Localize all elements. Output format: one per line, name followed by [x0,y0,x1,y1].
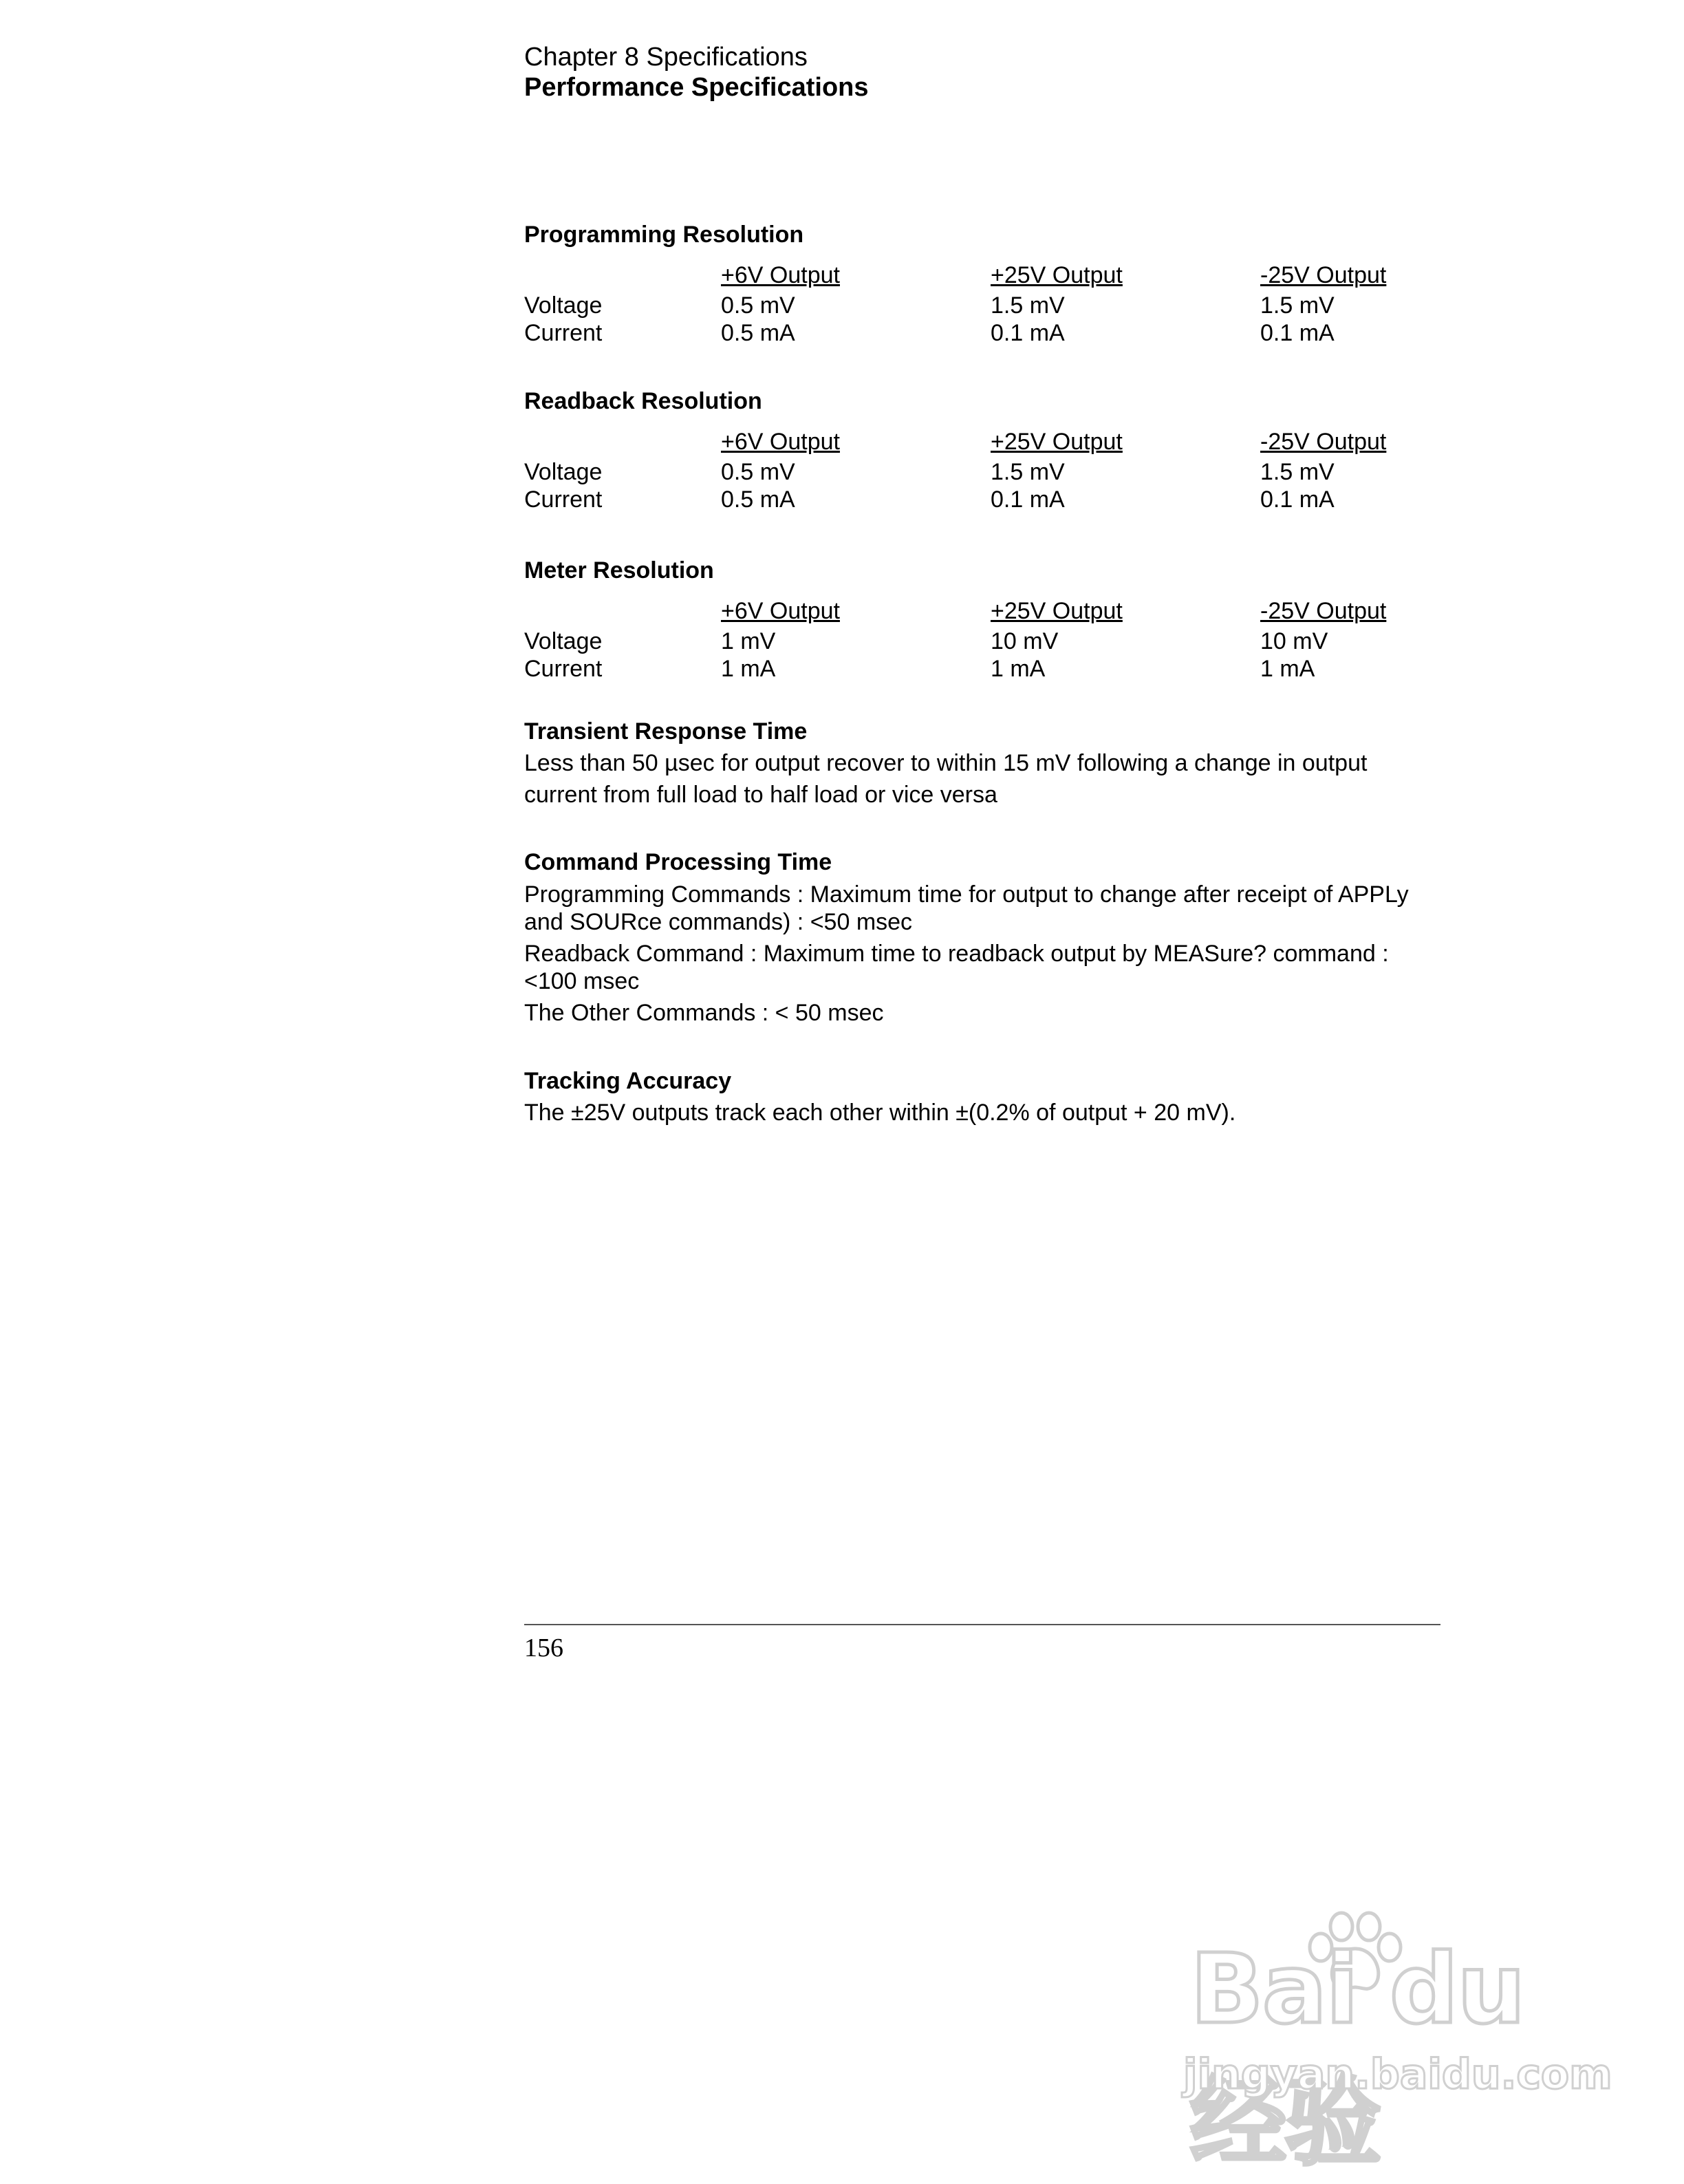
programming-resolution-section [524,220,1439,347]
row-label: Current [524,656,603,682]
section-heading: Command Processing Time [524,849,832,875]
table-cell: 0.5 mV [721,292,795,319]
table-header-row [524,597,1439,628]
watermark-brand: Bai du 经验 [1190,1934,1524,2179]
section-title: Performance Specifications [524,73,869,102]
table-cell: 0.1 mA [991,320,1065,346]
table-row [524,655,1439,683]
table-cell: 1 mA [721,656,776,682]
watermark [1169,1906,1612,2179]
table-cell: 0.5 mA [721,320,795,346]
spec-table [524,597,1439,683]
row-label: Voltage [524,292,603,319]
table-cell: 0.1 mA [991,486,1065,513]
row-label: Current [524,320,603,346]
column-header: -25V Output [1260,429,1387,455]
section-heading: Readback Resolution [524,388,762,414]
table-header-row [524,428,1439,458]
table-cell: 1.5 mV [1260,292,1335,319]
column-header: +25V Output [991,262,1123,288]
table-row [524,319,1439,347]
section-heading: Programming Resolution [524,222,804,248]
chapter-title: Chapter 8 Specifications [524,43,808,72]
column-header: +25V Output [991,429,1123,455]
column-header: +6V Output [721,429,840,455]
table-row [524,628,1439,655]
section-heading: Meter Resolution [524,557,714,584]
command-processing-section [524,848,1439,1027]
section-heading: Transient Response Time [524,718,808,745]
table-cell: 1.5 mV [991,459,1065,485]
transient-response-section [524,717,1439,811]
row-label: Current [524,486,603,513]
watermark-url: jingyan.baidu.com [1183,2051,1612,2099]
paragraph: Readback Command : Maximum time to readback output by MEASure? command : <100 msec [524,941,1389,994]
meter-resolution-section [524,556,1439,683]
table-cell: 10 mV [1260,628,1328,654]
footer-divider [524,1624,1440,1625]
tracking-accuracy-section [524,1067,1439,1128]
table-header-row [524,261,1439,292]
paragraph: Programming Commands : Maximum time for output to change after receipt of APPLy and SOURce commands) : <50 msec [524,881,1409,935]
table-cell: 1 mA [1260,656,1315,682]
table-cell: 0.5 mA [721,486,795,513]
table-cell: 10 mV [991,628,1059,654]
section-heading: Tracking Accuracy [524,1068,732,1094]
column-header: +25V Output [991,598,1123,624]
page-number: 156 [524,1634,563,1662]
column-header: -25V Output [1260,262,1387,288]
row-label: Voltage [524,628,603,654]
table-cell: 1 mV [721,628,776,654]
paragraph: The Other Commands : < 50 msec [524,1000,884,1026]
paragraph: The ±25V outputs track each other within ±(0.2% of output + 20 mV). [524,1100,1236,1126]
column-header: +6V Output [721,598,840,624]
table-cell: 0.1 mA [1260,486,1335,513]
table-cell: 1.5 mV [1260,459,1335,485]
table-cell: 1.5 mV [991,292,1065,319]
column-header: +6V Output [721,262,840,288]
table-row [524,458,1439,486]
table-cell: 0.5 mV [721,459,795,485]
spec-table [524,261,1439,347]
spec-table [524,428,1439,513]
readback-resolution-section [524,387,1439,513]
table-cell: 1 mA [991,656,1046,682]
paragraph: Less than 50 µsec for output recover to within 15 mV following a change in output current from full load to half load or vice versa [524,750,1368,808]
table-row [524,486,1439,513]
column-header: -25V Output [1260,598,1387,624]
row-label: Voltage [524,459,603,485]
table-row [524,292,1439,319]
table-cell: 0.1 mA [1260,320,1335,346]
